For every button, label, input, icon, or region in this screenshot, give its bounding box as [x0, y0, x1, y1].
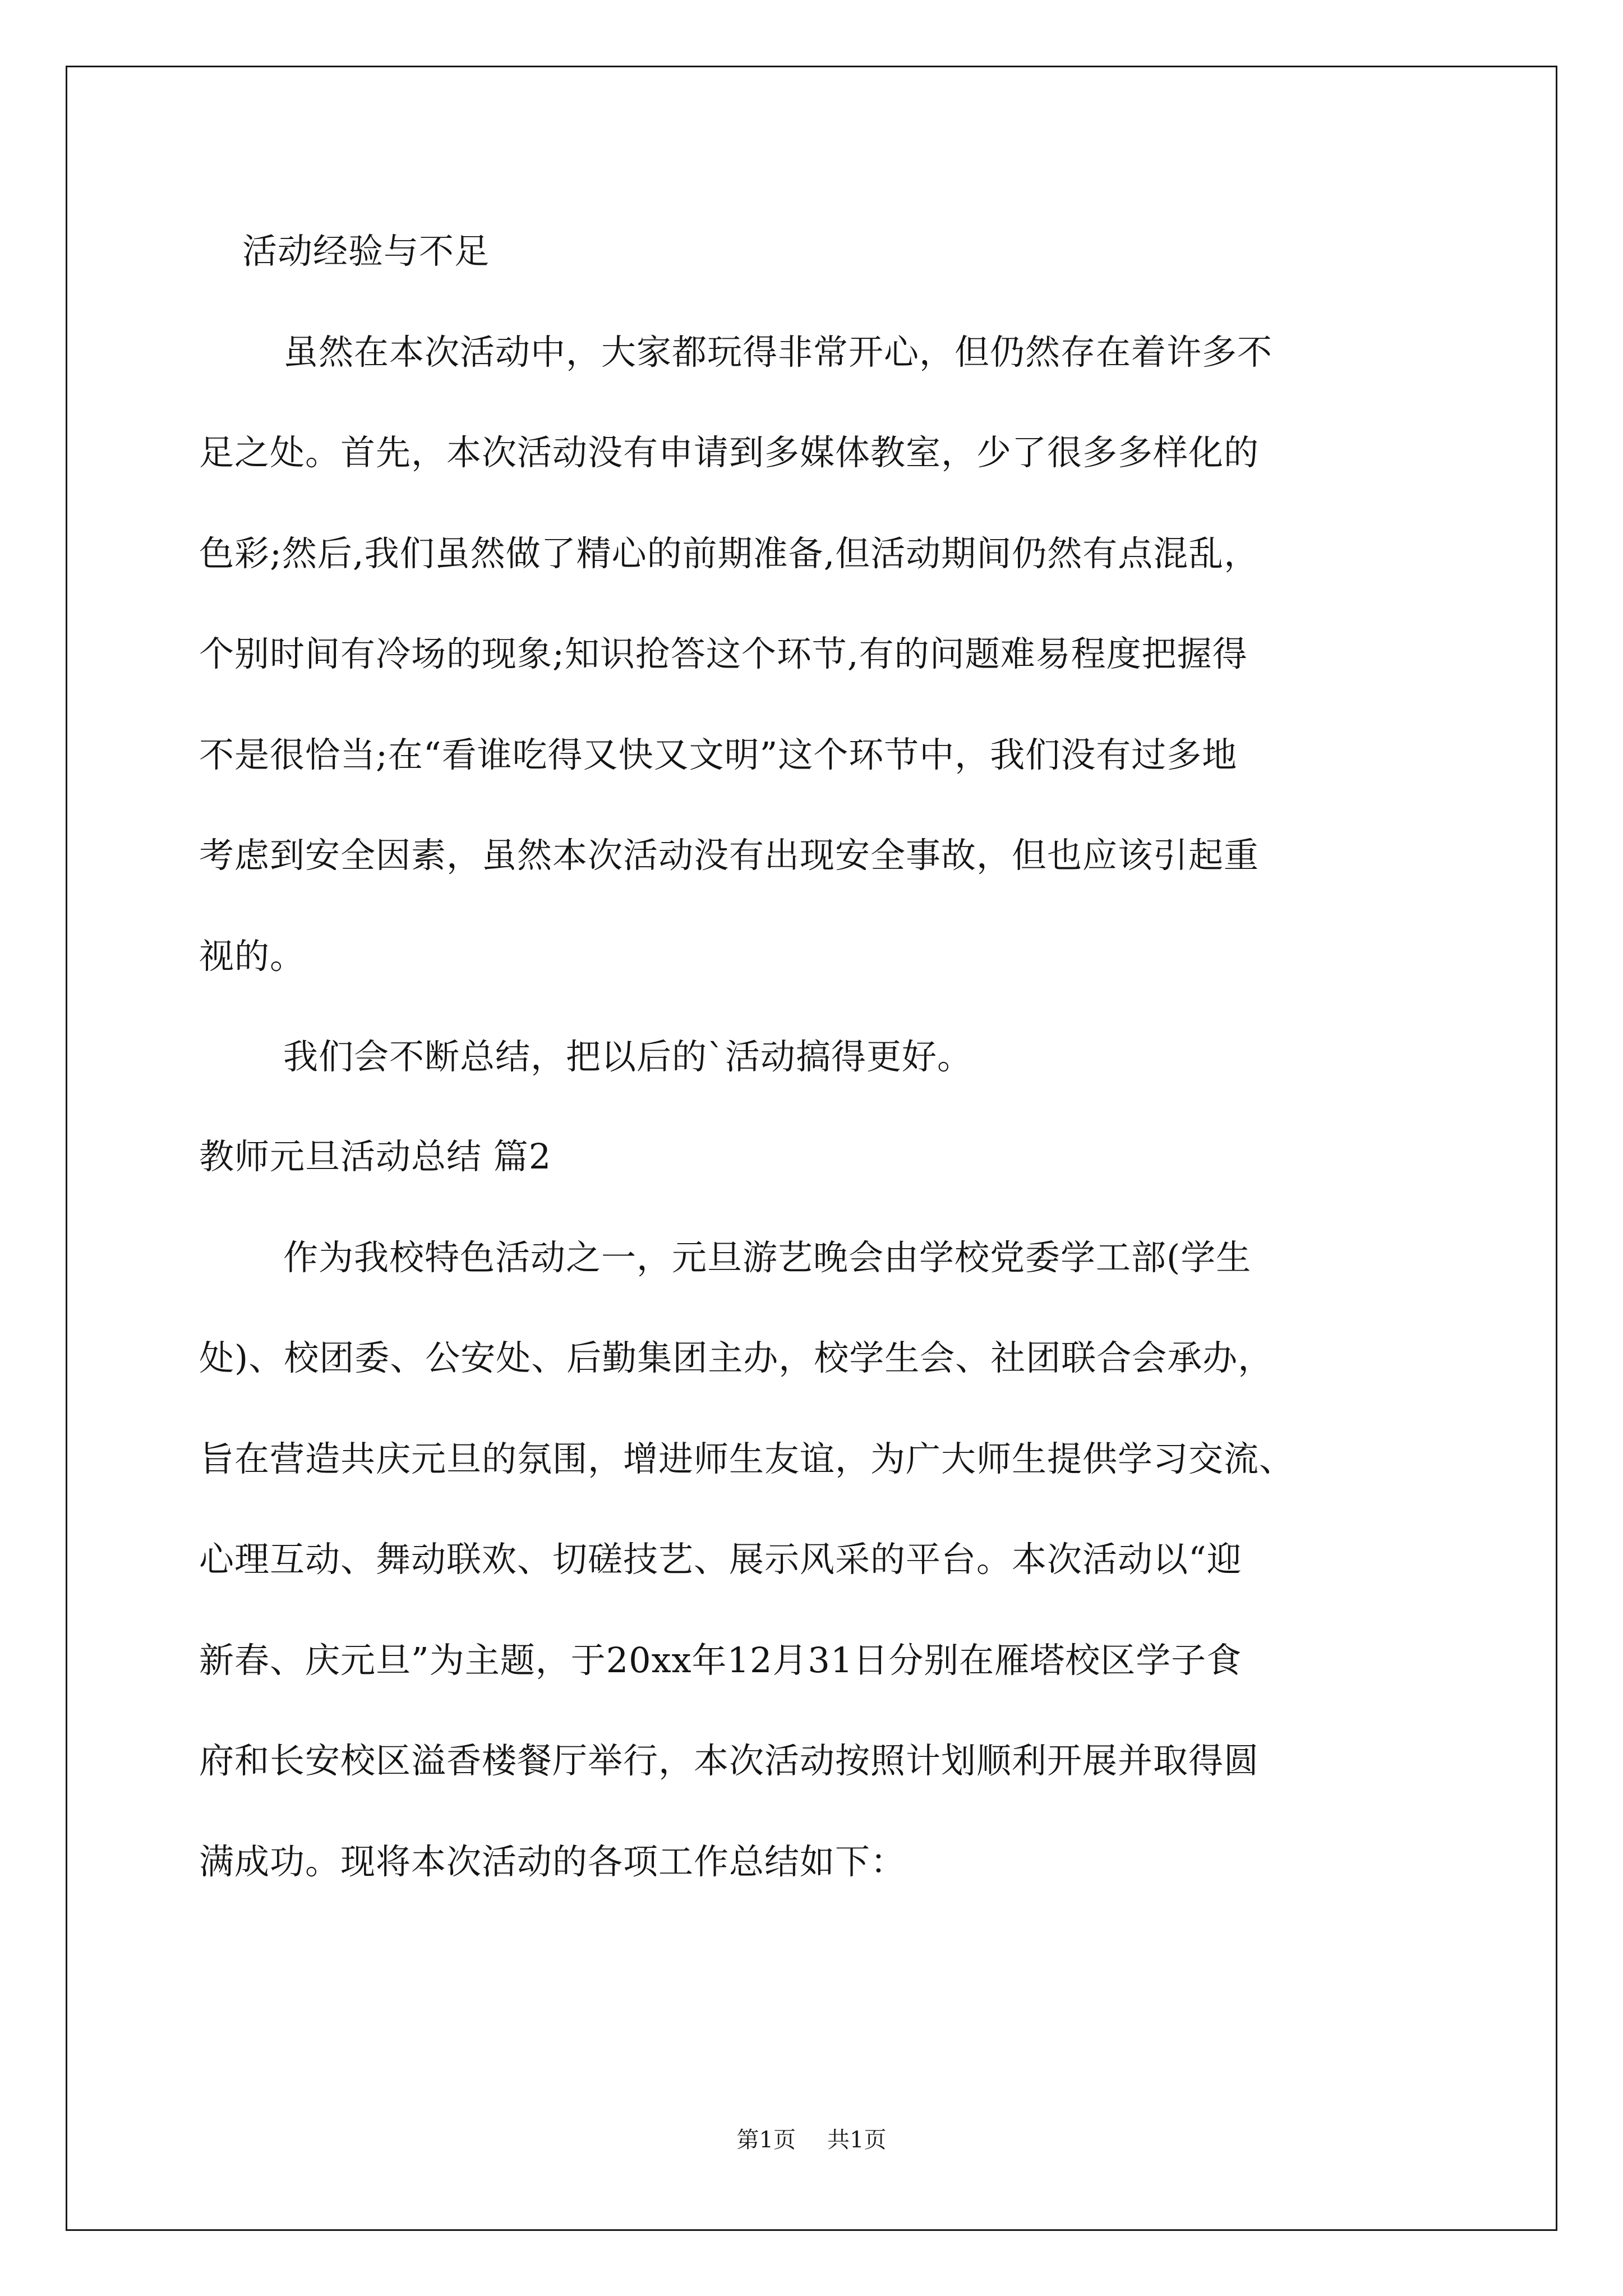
paragraph-line: 处)、校团委、公安处、后勤集团主办，校学生会、社团联合会承办， — [199, 1337, 1274, 1378]
section-heading: 活动经验与不足 — [242, 231, 490, 272]
paragraph-line: 足之处。首先，本次活动没有申请到多媒体教室，少了很多多样化的 — [199, 432, 1260, 473]
paragraph-line: 府和长安校区溢香楼餐厅举行，本次活动按照计划顺利开展并取得圆 — [199, 1740, 1260, 1781]
paragraph-line: 旨在营造共庆元旦的氛围，增进师生友谊，为广大师生提供学习交流、 — [199, 1438, 1295, 1479]
page-total: 共1页 — [827, 2127, 887, 2153]
paragraph-line: 视的。 — [199, 936, 306, 977]
paragraph-line: 心理互动、舞动联欢、切磋技艺、展示风采的平台。本次活动以“迎 — [199, 1539, 1242, 1580]
section-title: 教师元旦活动总结 篇2 — [199, 1136, 552, 1177]
paragraph-line: 作为我校特色活动之一，元旦游艺晚会由学校党委学工部(学生 — [283, 1237, 1252, 1278]
paragraph-line: 新春、庆元旦”为主题，于20xx年12月31日分别在雁塔校区学子食 — [199, 1640, 1242, 1681]
page-footer — [0, 2126, 1623, 2154]
paragraph-line: 满成功。现将本次活动的各项工作总结如下： — [199, 1841, 906, 1882]
paragraph-line: 考虑到安全因素，虽然本次活动没有出现安全事故，但也应该引起重 — [199, 835, 1260, 876]
paragraph-line: 不是很恰当;在“看谁吃得又快又文明”这个环节中，我们没有过多地 — [199, 734, 1238, 775]
paragraph: 我们会不断总结，把以后的`活动搞得更好。 — [283, 1036, 973, 1077]
paragraph-line: 色彩;然后,我们虽然做了精心的前期准备,但活动期间仍然有点混乱， — [199, 533, 1260, 574]
paragraph-line: 虽然在本次活动中，大家都玩得非常开心，但仍然存在着许多不 — [283, 332, 1273, 372]
paragraph-line: 个别时间有冷场的现象;知识抢答这个环节,有的问题难易程度把握得 — [199, 633, 1248, 674]
page-number: 第1页 — [736, 2127, 796, 2153]
